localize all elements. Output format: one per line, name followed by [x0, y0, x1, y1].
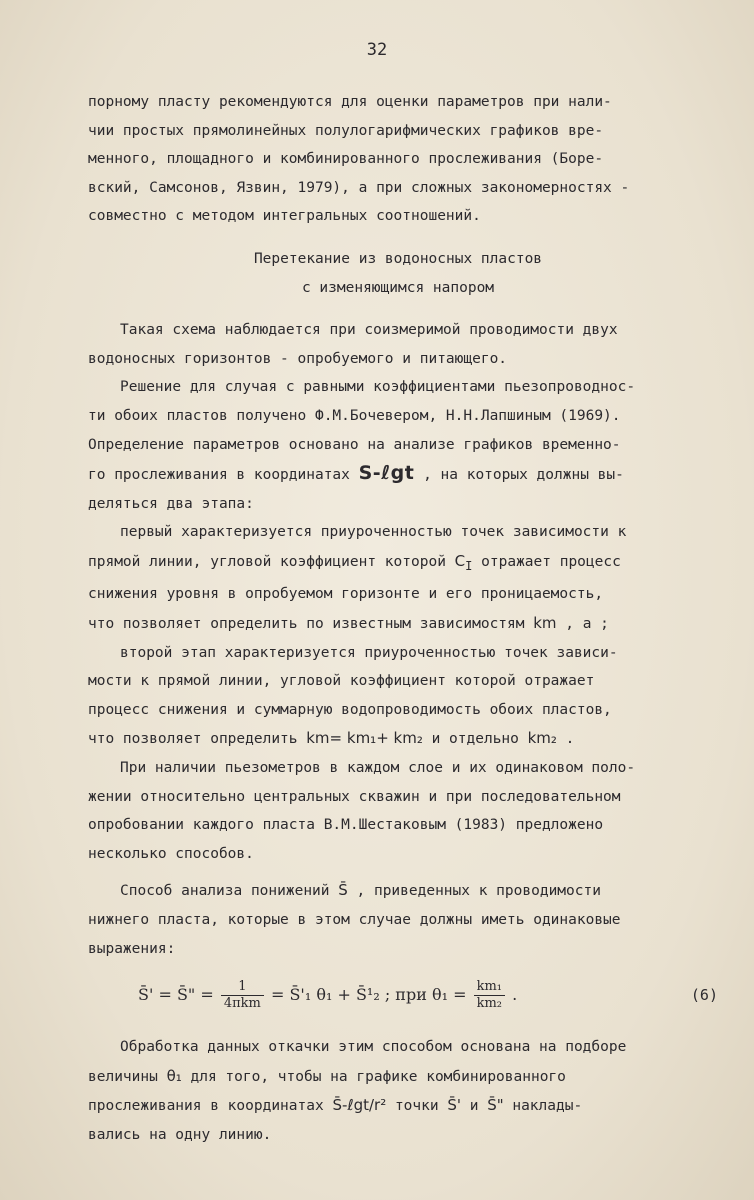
paragraph-piezometers	[88, 754, 748, 868]
heading-line: Перетекание из водоносных пластов	[253, 250, 543, 267]
text-line: вский, Самсонов, Язвин, 1979), а при сложных закономерностях -	[88, 179, 630, 196]
text-line: прослеживания в координатах S̄-ℓgt/r² точки S̄' и S̄" наклады-	[88, 1096, 583, 1115]
page-number: 32	[366, 40, 388, 60]
handwritten-symbol: S̄"	[487, 1096, 504, 1115]
text-line: го прослеживания в координатах S-ℓgt , на которых должны вы-	[88, 462, 624, 485]
text-line: процесс снижения и суммарную водопроводимость обоих пластов,	[88, 701, 612, 718]
text-line: совместно с методом интегральных соотношений.	[88, 208, 481, 225]
paragraph-stage-two	[88, 639, 748, 754]
text-line: жении относительно центральных скважин и при последовательном	[88, 788, 621, 805]
handwritten-formula: S̄-ℓgt/r²	[332, 1096, 387, 1115]
text-line: выражения:	[88, 940, 176, 957]
text-line: менного, площадного и комбинированного прослеживания (Боре-	[88, 151, 604, 168]
text-line: второй этап характеризуется приуроченностью точек зависи-	[120, 644, 618, 661]
paragraph-processing	[88, 1033, 748, 1149]
text-line: прямой линии, угловой коэффициент которой $C_I$ отражает процесс	[88, 551, 621, 573]
fraction: $\frac{1}{\text{4πkm}}$	[221, 979, 264, 1012]
handwritten-symbol: θ₁	[166, 1066, 182, 1085]
paragraph-stage-one	[88, 518, 748, 638]
handwritten-symbol: S̄'	[447, 1096, 461, 1115]
handwritten-symbol: C	[454, 551, 466, 570]
handwritten-symbol: km	[533, 613, 557, 632]
text-line: Такая схема наблюдается при соизмеримой проводимости двух	[120, 322, 618, 339]
paragraph-solution	[88, 373, 748, 518]
paragraph-method	[88, 876, 748, 963]
text-line: деляться два этапа:	[88, 495, 254, 512]
handwritten-symbol: km₂	[527, 729, 557, 748]
text-line: водоносных горизонтов - опробуемого и питающего.	[88, 350, 508, 367]
text-line: что позволяет определить по известным зависимостям km , a ;	[88, 613, 609, 632]
text-line: При наличии пьезометров в каждом слое и их одинаковом поло-	[120, 759, 636, 776]
text-line: Обработка данных откачки этим способом основана на подборе	[120, 1039, 627, 1056]
text-line: вались на одну линию.	[88, 1126, 272, 1143]
fraction: $\frac{\text{km₁}}{\text{km₂}}$	[474, 979, 505, 1012]
text-line: несколько способов.	[88, 845, 254, 862]
text-line: чии простых прямолинейных полулогарифмических графиков вре-	[88, 122, 604, 139]
equation-number: (6)	[690, 986, 718, 1005]
paragraph-continuation	[88, 88, 748, 231]
text-line: нижнего пласта, которые в этом случае должны иметь одинаковые	[88, 911, 621, 928]
text-line: первый характеризуется приуроченностью точек зависимости к	[120, 524, 627, 541]
text-line: величины θ₁ для того, чтобы на графике комбинированного	[88, 1066, 566, 1085]
equation-expression: S̄' = S̄" = $\frac{1}{\text{4πkm}}$ = S̄'₁ θ₁ + S̄¹₂ ; при θ₁ = $\frac{\text{km₁}}{\text{km₂}}$ .	[138, 979, 518, 1012]
text-line: снижения уровня в опробуемом горизонте и его проницаемость,	[88, 586, 604, 603]
text-line: ти обоих пластов получено Ф.М.Бочевером, Н.Н.Лапшиным (1969).	[88, 407, 621, 424]
heading-line: с изменяющимся напором	[301, 279, 495, 296]
text-line: Решение для случая с равными коэффициентами пьезопроводнос-	[120, 379, 636, 396]
section-heading	[88, 245, 748, 302]
equation-6	[88, 969, 748, 1019]
text-line: Способ анализа понижений S̄ , приведенных к проводимости	[120, 881, 601, 900]
text-line: Определение параметров основано на анализе графиков временно-	[88, 436, 621, 453]
handwritten-formula: S-ℓgt	[358, 462, 415, 485]
text-line: мости к прямой линии, угловой коэффициент которой отражает	[88, 673, 595, 690]
paragraph-scheme	[88, 316, 748, 373]
text-line: порному пласту рекомендуются для оценки параметров при нали-	[88, 94, 612, 110]
document-body	[88, 88, 748, 1149]
handwritten-formula: km= km₁+ km₂	[306, 729, 423, 748]
text-line: опробовании каждого пласта В.М.Шестаковым (1983) предложено	[88, 817, 604, 834]
handwritten-symbol: S̄	[338, 881, 348, 900]
text-line: что позволяет определить km= km₁+ km₂ и отдельно km₂ .	[88, 729, 575, 748]
